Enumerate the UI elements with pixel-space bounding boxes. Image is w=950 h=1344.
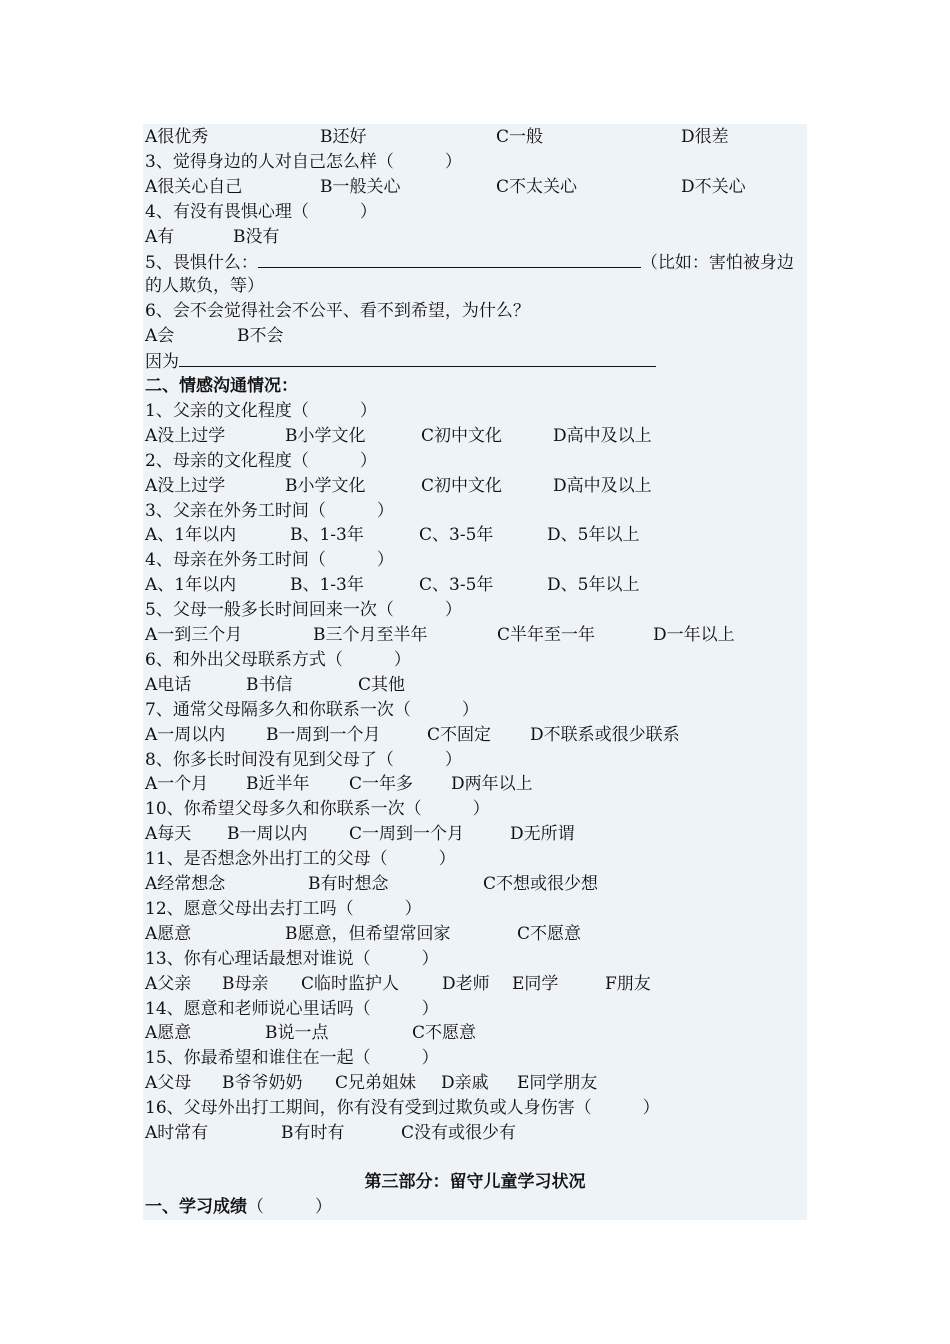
question-text: 3、父亲在外务工时间（ ） (145, 500, 394, 521)
part3-item-1 (145, 1195, 332, 1219)
part3-item-label: 一、学习成绩 (145, 1197, 247, 1217)
answer-option: A一个月 (145, 774, 209, 795)
answer-option: D两年以上 (451, 774, 533, 795)
answer-option: C一年多 (349, 774, 414, 795)
answer-option: B近半年 (246, 774, 310, 795)
question-text: 10、你希望父母多久和你联系一次（ ） (145, 799, 490, 820)
answer-option: C半年至一年 (497, 625, 596, 645)
answer-option: B一周以内 (227, 824, 308, 845)
answer-option: C初中文化 (421, 425, 503, 446)
answer-option: C没有或很少有 (401, 1123, 517, 1143)
answer-option: E同学 (512, 973, 559, 994)
answer-blank[interactable] (179, 349, 656, 367)
question-text-tail: （比如：害怕被身边 (640, 252, 794, 273)
question-text: 的人欺负，等） (145, 276, 264, 297)
question-text: 13、你有心理话最想对谁说（ ） (145, 948, 439, 969)
answer-option: A有 (145, 226, 175, 247)
answer-option: A愿意 (145, 1023, 192, 1044)
question-text: 16、父母外出打工期间，你有没有受到过欺负或人身伤害（ ） (145, 1098, 660, 1119)
answer-option: B母亲 (222, 973, 269, 994)
answer-option: A没上过学 (145, 475, 226, 496)
question-text: 11、是否想念外出打工的父母（ ） (145, 849, 456, 870)
answer-option: D、5年以上 (547, 575, 640, 596)
answer-option: C一般 (496, 127, 544, 147)
answer-option: C不太关心 (496, 176, 578, 197)
answer-option: C不愿意 (412, 1023, 477, 1044)
answer-option: B一般关心 (320, 176, 401, 197)
fill-in-question (145, 349, 656, 373)
answer-option: A愿意 (145, 923, 192, 944)
question-text: 1、父亲的文化程度（ ） (145, 400, 377, 421)
answer-option: C其他 (358, 674, 406, 695)
answer-option: F朋友 (605, 973, 651, 994)
answer-option: A父母 (145, 1073, 192, 1094)
answer-option: C、3-5年 (419, 525, 494, 546)
question-text: 2、母亲的文化程度（ ） (145, 450, 377, 471)
answer-option: A经常想念 (145, 874, 226, 894)
answer-option: A很优秀 (145, 127, 209, 147)
answer-option: D高中及以上 (553, 425, 652, 446)
question-text: 3、觉得身边的人对自己怎么样（ ） (145, 151, 462, 172)
answer-option: D一年以上 (653, 625, 735, 645)
part3-title: 第三部分：留守儿童学习状况 (364, 1172, 586, 1192)
answer-option: C一周到一个月 (349, 824, 465, 845)
answer-option: C不固定 (427, 724, 492, 745)
answer-option: B一周到一个月 (266, 724, 381, 745)
answer-paren: （ ） (247, 1197, 332, 1217)
answer-option: C初中文化 (421, 475, 503, 496)
question-text: 14、愿意和老师说心里话吗（ ） (145, 998, 439, 1019)
answer-option: D无所谓 (510, 824, 575, 845)
answer-option: C临时监护人 (301, 973, 400, 994)
answer-option: B说一点 (265, 1023, 329, 1044)
question-text: 4、母亲在外务工时间（ ） (145, 550, 394, 571)
question-text: 5、父母一般多长时间回来一次（ ） (145, 600, 462, 621)
answer-option: A父亲 (145, 973, 192, 994)
question-text: 6、会不会觉得社会不公平、看不到希望，为什么？ (145, 301, 530, 322)
answer-option: A、1年以内 (145, 525, 237, 546)
answer-option: A一周以内 (145, 724, 226, 745)
answer-option: A很关心自己 (145, 176, 243, 197)
answer-option: A会 (145, 326, 175, 347)
question-text: 12、愿意父母出去打工吗（ ） (145, 898, 422, 919)
answer-option: A没上过学 (145, 425, 226, 446)
answer-option: D不联系或很少联系 (530, 724, 680, 745)
answer-option: A每天 (145, 824, 192, 845)
answer-option: B书信 (246, 674, 293, 695)
answer-option: B三个月至半年 (313, 625, 428, 645)
answer-option: B、1-3年 (290, 575, 364, 596)
answer-option: C不想或很少想 (483, 874, 599, 894)
question-text: 7、通常父母隔多久和你联系一次（ ） (145, 699, 479, 720)
answer-option: C不愿意 (517, 923, 582, 944)
answer-option: B不会 (237, 326, 284, 347)
answer-option: B还好 (320, 127, 367, 147)
question-text: 5、畏惧什么： (145, 252, 258, 273)
answer-option: C、3-5年 (419, 575, 494, 596)
answer-option: D很差 (681, 127, 729, 147)
answer-option: A时常有 (145, 1123, 209, 1143)
answer-option: E同学朋友 (517, 1073, 598, 1094)
question-text: 因为 (145, 352, 179, 373)
answer-option: D不关心 (681, 176, 746, 197)
answer-blank[interactable] (258, 250, 641, 268)
question-text: 15、你最希望和谁住在一起（ ） (145, 1048, 439, 1069)
section-heading: 二、情感沟通情况： (145, 376, 298, 396)
question-text: 6、和外出父母联系方式（ ） (145, 649, 411, 670)
question-text: 8、你多长时间没有见到父母了（ ） (145, 749, 462, 770)
answer-option: B没有 (233, 226, 280, 247)
answer-option: B有时想念 (308, 874, 389, 894)
answer-option: B愿意，但希望常回家 (285, 923, 451, 944)
answer-option: C兄弟姐妹 (335, 1073, 417, 1094)
answer-option: B爷爷奶奶 (222, 1073, 303, 1094)
answer-option: D老师 (442, 973, 490, 994)
answer-option: A、1年以内 (145, 575, 237, 596)
document-page (143, 124, 807, 1220)
answer-option: B小学文化 (285, 425, 366, 446)
answer-option: A电话 (145, 674, 192, 695)
answer-option: A一到三个月 (145, 625, 243, 645)
answer-option: B有时有 (281, 1123, 345, 1143)
question-text: 4、有没有畏惧心理（ ） (145, 201, 377, 222)
answer-option: D亲戚 (441, 1073, 489, 1094)
answer-option: B、1-3年 (290, 525, 364, 546)
answer-option: B小学文化 (285, 475, 366, 496)
answer-option: D、5年以上 (547, 525, 640, 546)
answer-option: D高中及以上 (553, 475, 652, 496)
fill-in-question (145, 250, 794, 274)
